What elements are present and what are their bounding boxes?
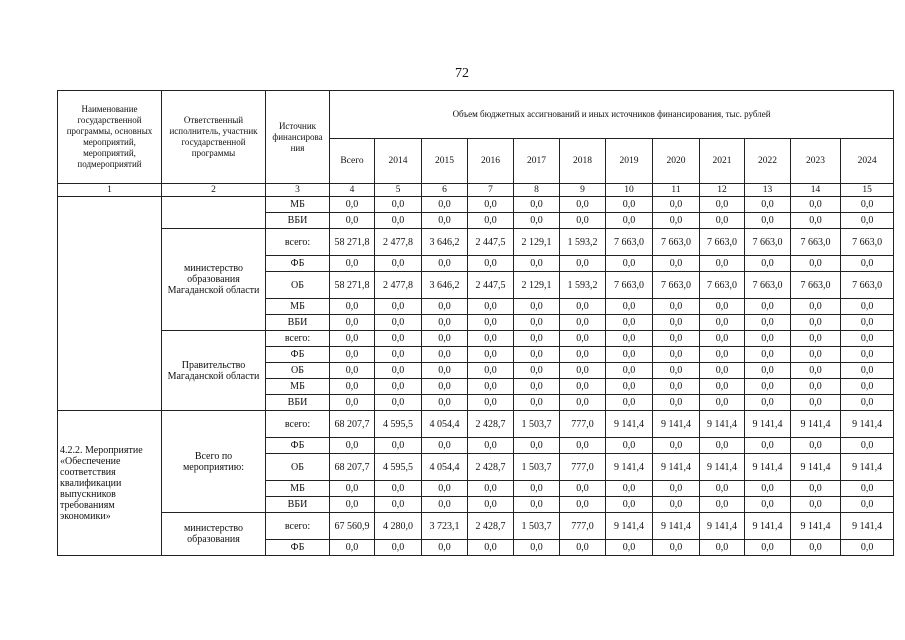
year-value-cell: 2 129,1 [514,272,560,299]
year-value-cell: 0,0 [700,363,745,379]
year-value-cell: 0,0 [422,256,468,272]
source-cell: ОБ [266,272,330,299]
source-cell: всего: [266,229,330,256]
year-value-cell: 0,0 [791,540,841,556]
source-cell: МБ [266,299,330,315]
year-value-cell: 9 141,4 [606,411,653,438]
year-value-cell: 0,0 [422,347,468,363]
year-value-cell: 0,0 [375,299,422,315]
total-cell: 0,0 [330,347,375,363]
year-value-cell: 4 595,5 [375,454,422,481]
source-cell: ВБИ [266,213,330,229]
year-value-cell: 0,0 [841,363,894,379]
year-value-cell: 0,0 [791,315,841,331]
year-value-cell: 0,0 [468,213,514,229]
year-value-cell: 9 141,4 [841,411,894,438]
year-value-cell: 0,0 [422,315,468,331]
total-cell: 68 207,7 [330,454,375,481]
column-number: 14 [791,184,841,197]
year-value-cell: 0,0 [514,256,560,272]
year-value-cell: 7 663,0 [841,272,894,299]
year-value-cell: 7 663,0 [653,229,700,256]
source-cell: ФБ [266,540,330,556]
year-value-cell: 0,0 [468,197,514,213]
total-cell: 0,0 [330,438,375,454]
header-year: 2014 [375,139,422,184]
year-value-cell: 0,0 [606,438,653,454]
year-value-cell: 777,0 [560,454,606,481]
year-value-cell: 0,0 [422,497,468,513]
total-cell: 58 271,8 [330,272,375,299]
year-value-cell: 1 593,2 [560,272,606,299]
year-value-cell: 0,0 [700,347,745,363]
header-budget-group: Объем бюджетных ассигнований и иных источников финансирования, тыс. рублей [330,91,894,139]
year-value-cell: 0,0 [560,213,606,229]
year-value-cell: 9 141,4 [745,411,791,438]
year-value-cell: 0,0 [791,481,841,497]
year-value-cell: 0,0 [841,347,894,363]
year-value-cell: 9 141,4 [791,454,841,481]
column-number: 10 [606,184,653,197]
source-cell: всего: [266,411,330,438]
year-value-cell: 0,0 [606,315,653,331]
column-number: 13 [745,184,791,197]
year-value-cell: 0,0 [841,299,894,315]
year-value-cell: 0,0 [841,438,894,454]
source-cell: ФБ [266,347,330,363]
year-value-cell: 9 141,4 [606,513,653,540]
year-value-cell: 0,0 [745,347,791,363]
year-value-cell: 9 141,4 [700,513,745,540]
total-cell: 0,0 [330,540,375,556]
year-value-cell: 0,0 [375,395,422,411]
year-value-cell: 0,0 [422,331,468,347]
year-value-cell: 2 428,7 [468,454,514,481]
year-value-cell: 0,0 [514,395,560,411]
year-value-cell: 7 663,0 [700,229,745,256]
year-value-cell: 0,0 [745,331,791,347]
column-number: 3 [266,184,330,197]
year-value-cell: 0,0 [468,379,514,395]
year-value-cell: 0,0 [653,540,700,556]
year-value-cell: 0,0 [606,299,653,315]
year-value-cell: 0,0 [700,315,745,331]
year-value-cell: 0,0 [514,213,560,229]
year-value-cell: 0,0 [422,197,468,213]
year-value-cell: 7 663,0 [606,272,653,299]
year-value-cell: 9 141,4 [700,411,745,438]
year-value-cell: 0,0 [841,197,894,213]
year-value-cell: 0,0 [375,540,422,556]
year-value-cell: 0,0 [375,197,422,213]
year-value-cell: 0,0 [745,379,791,395]
year-value-cell: 0,0 [560,497,606,513]
year-value-cell: 0,0 [745,315,791,331]
year-value-cell: 0,0 [745,395,791,411]
total-cell: 0,0 [330,256,375,272]
year-value-cell: 0,0 [375,331,422,347]
year-value-cell: 0,0 [791,213,841,229]
year-value-cell: 2 477,8 [375,229,422,256]
page-number: 72 [455,66,469,81]
year-value-cell: 0,0 [841,395,894,411]
header-year: 2019 [606,139,653,184]
year-value-cell: 9 141,4 [841,513,894,540]
year-value-cell: 1 503,7 [514,513,560,540]
year-value-cell: 0,0 [560,395,606,411]
year-value-cell: 0,0 [514,497,560,513]
year-value-cell: 0,0 [745,540,791,556]
total-cell: 0,0 [330,331,375,347]
header-year: 2023 [791,139,841,184]
year-value-cell: 0,0 [514,438,560,454]
source-cell: ОБ [266,363,330,379]
year-value-cell: 9 141,4 [791,411,841,438]
year-value-cell: 0,0 [375,379,422,395]
year-value-cell: 0,0 [700,299,745,315]
column-number: 15 [841,184,894,197]
year-value-cell: 7 663,0 [841,229,894,256]
year-value-cell: 4 280,0 [375,513,422,540]
year-value-cell: 0,0 [606,540,653,556]
source-cell: ВБИ [266,395,330,411]
year-value-cell: 0,0 [560,379,606,395]
total-cell: 0,0 [330,363,375,379]
year-value-cell: 2 477,8 [375,272,422,299]
year-value-cell: 0,0 [700,395,745,411]
header-program-name: Наименование государственной программы, основных мероприятий, мероприятий, подмероприятий [58,91,162,184]
year-value-cell: 0,0 [653,379,700,395]
year-value-cell: 0,0 [422,363,468,379]
year-value-cell: 0,0 [841,540,894,556]
year-value-cell: 9 141,4 [653,411,700,438]
column-number: 12 [700,184,745,197]
executor-ministry-short: министерство образования [162,513,266,556]
total-cell: 0,0 [330,379,375,395]
year-value-cell: 0,0 [700,197,745,213]
year-value-cell: 0,0 [841,315,894,331]
year-value-cell: 0,0 [791,347,841,363]
year-value-cell: 0,0 [841,497,894,513]
total-cell: 67 560,9 [330,513,375,540]
header-executor: Ответственный исполнитель, участник государственной программы [162,91,266,184]
year-value-cell: 0,0 [653,299,700,315]
year-value-cell: 0,0 [422,395,468,411]
year-value-cell: 0,0 [514,363,560,379]
year-value-cell: 0,0 [606,497,653,513]
year-value-cell: 0,0 [745,497,791,513]
year-value-cell: 7 663,0 [791,272,841,299]
total-cell: 0,0 [330,315,375,331]
table-row [58,411,894,438]
header-year: 2020 [653,139,700,184]
year-value-cell: 0,0 [514,197,560,213]
year-value-cell: 0,0 [745,481,791,497]
year-value-cell: 0,0 [653,438,700,454]
source-cell: всего: [266,513,330,540]
year-value-cell: 0,0 [468,481,514,497]
year-value-cell: 2 129,1 [514,229,560,256]
year-value-cell: 0,0 [791,197,841,213]
year-value-cell: 0,0 [560,197,606,213]
year-value-cell: 0,0 [468,299,514,315]
source-cell: ФБ [266,438,330,454]
year-value-cell: 0,0 [375,315,422,331]
year-value-cell: 0,0 [653,315,700,331]
header-year: 2021 [700,139,745,184]
year-value-cell: 0,0 [560,299,606,315]
column-number: 11 [653,184,700,197]
year-value-cell: 0,0 [375,438,422,454]
year-value-cell: 0,0 [560,540,606,556]
column-number: 2 [162,184,266,197]
year-value-cell: 0,0 [653,481,700,497]
total-cell: 0,0 [330,299,375,315]
year-value-cell: 0,0 [606,256,653,272]
column-number: 1 [58,184,162,197]
year-value-cell: 0,0 [700,213,745,229]
year-value-cell: 0,0 [745,438,791,454]
year-value-cell: 0,0 [700,497,745,513]
year-value-cell: 7 663,0 [653,272,700,299]
year-value-cell: 3 646,2 [422,229,468,256]
year-value-cell: 0,0 [606,213,653,229]
source-cell: ФБ [266,256,330,272]
year-value-cell: 0,0 [653,256,700,272]
executor-government: Правительство Магаданской области [162,331,266,411]
year-value-cell: 4 595,5 [375,411,422,438]
year-value-cell: 0,0 [700,331,745,347]
year-value-cell: 7 663,0 [700,272,745,299]
year-value-cell: 9 141,4 [653,454,700,481]
year-value-cell: 0,0 [560,256,606,272]
year-value-cell: 7 663,0 [791,229,841,256]
total-cell: 0,0 [330,481,375,497]
year-value-cell: 0,0 [606,197,653,213]
year-value-cell: 0,0 [841,256,894,272]
year-value-cell: 0,0 [791,256,841,272]
total-cell: 58 271,8 [330,229,375,256]
year-value-cell: 0,0 [468,363,514,379]
header-source: Источник финансирова ния [266,91,330,184]
year-value-cell: 0,0 [791,363,841,379]
empty-name-cell [58,197,162,411]
year-value-cell: 0,0 [560,481,606,497]
year-value-cell: 0,0 [560,347,606,363]
source-cell: всего: [266,331,330,347]
year-value-cell: 0,0 [606,363,653,379]
year-value-cell: 9 141,4 [606,454,653,481]
header-year: 2016 [468,139,514,184]
year-value-cell: 0,0 [653,347,700,363]
year-value-cell: 0,0 [745,363,791,379]
year-value-cell: 1 503,7 [514,454,560,481]
table-row [58,513,894,540]
year-value-cell: 9 141,4 [745,454,791,481]
year-value-cell: 0,0 [375,256,422,272]
header-year: 2018 [560,139,606,184]
column-number: 5 [375,184,422,197]
year-value-cell: 9 141,4 [745,513,791,540]
year-value-cell: 0,0 [514,481,560,497]
year-value-cell: 0,0 [700,540,745,556]
year-value-cell: 2 447,5 [468,229,514,256]
year-value-cell: 0,0 [514,299,560,315]
year-value-cell: 0,0 [375,363,422,379]
year-value-cell: 0,0 [468,497,514,513]
year-value-cell: 0,0 [422,379,468,395]
year-value-cell: 0,0 [606,395,653,411]
year-value-cell: 0,0 [514,315,560,331]
year-value-cell: 0,0 [791,497,841,513]
year-value-cell: 0,0 [606,481,653,497]
year-value-cell: 0,0 [700,438,745,454]
header-year: 2015 [422,139,468,184]
year-value-cell: 0,0 [745,213,791,229]
year-value-cell: 0,0 [791,395,841,411]
total-cell: 0,0 [330,497,375,513]
table-row [58,331,894,347]
year-value-cell: 9 141,4 [653,513,700,540]
empty-executor-cell [162,197,266,229]
year-value-cell: 0,0 [468,315,514,331]
year-value-cell: 3 723,1 [422,513,468,540]
year-value-cell: 0,0 [422,438,468,454]
year-value-cell: 9 141,4 [700,454,745,481]
budget-table [57,90,894,556]
year-value-cell: 0,0 [653,497,700,513]
table-row [58,197,894,213]
year-value-cell: 4 054,4 [422,454,468,481]
year-value-cell: 7 663,0 [745,229,791,256]
total-cell: 68 207,7 [330,411,375,438]
year-value-cell: 1 593,2 [560,229,606,256]
year-value-cell: 0,0 [606,347,653,363]
executor-ministry-education: министерство образования Магаданской области [162,229,266,331]
year-value-cell: 9 141,4 [791,513,841,540]
year-value-cell: 0,0 [745,299,791,315]
year-value-cell: 0,0 [468,438,514,454]
source-cell: МБ [266,481,330,497]
year-value-cell: 0,0 [841,331,894,347]
year-value-cell: 0,0 [375,347,422,363]
year-value-cell: 0,0 [375,481,422,497]
year-value-cell: 0,0 [560,363,606,379]
year-value-cell: 0,0 [468,347,514,363]
header-year: 2022 [745,139,791,184]
total-cell: 0,0 [330,213,375,229]
column-number: 4 [330,184,375,197]
year-value-cell: 0,0 [468,395,514,411]
year-value-cell: 0,0 [791,379,841,395]
year-value-cell: 0,0 [653,197,700,213]
year-value-cell: 0,0 [468,540,514,556]
year-value-cell: 777,0 [560,411,606,438]
year-value-cell: 0,0 [468,331,514,347]
year-value-cell: 0,0 [700,256,745,272]
year-value-cell: 0,0 [700,481,745,497]
year-value-cell: 9 141,4 [841,454,894,481]
column-number: 9 [560,184,606,197]
year-value-cell: 0,0 [422,540,468,556]
year-value-cell: 0,0 [841,213,894,229]
executor-total-event: Всего по мероприятию: [162,411,266,513]
header-year: Всего [330,139,375,184]
year-value-cell: 0,0 [841,379,894,395]
year-value-cell: 0,0 [653,331,700,347]
year-value-cell: 0,0 [468,256,514,272]
source-cell: МБ [266,197,330,213]
year-value-cell: 0,0 [514,540,560,556]
year-value-cell: 0,0 [653,395,700,411]
year-value-cell: 3 646,2 [422,272,468,299]
year-value-cell: 0,0 [560,315,606,331]
year-value-cell: 0,0 [560,438,606,454]
total-cell: 0,0 [330,197,375,213]
year-value-cell: 0,0 [606,331,653,347]
column-number: 7 [468,184,514,197]
year-value-cell: 0,0 [791,299,841,315]
table-row [58,229,894,256]
year-value-cell: 2 428,7 [468,513,514,540]
year-value-cell: 2 428,7 [468,411,514,438]
year-value-cell: 4 054,4 [422,411,468,438]
year-value-cell: 7 663,0 [745,272,791,299]
year-value-cell: 0,0 [422,299,468,315]
year-value-cell: 2 447,5 [468,272,514,299]
year-value-cell: 0,0 [375,497,422,513]
year-value-cell: 0,0 [514,331,560,347]
event-4-2-2-name: 4.2.2. Мероприятие «Обеспечение соответствия квалификации выпускников требованиям экономики» [58,411,162,556]
source-cell: ВБИ [266,497,330,513]
year-value-cell: 0,0 [841,481,894,497]
year-value-cell: 0,0 [514,347,560,363]
year-value-cell: 7 663,0 [606,229,653,256]
year-value-cell: 0,0 [791,438,841,454]
column-number: 6 [422,184,468,197]
year-value-cell: 0,0 [560,331,606,347]
column-number: 8 [514,184,560,197]
year-value-cell: 1 503,7 [514,411,560,438]
header-year: 2017 [514,139,560,184]
year-value-cell: 0,0 [606,379,653,395]
source-cell: ОБ [266,454,330,481]
year-value-cell: 0,0 [745,197,791,213]
year-value-cell: 0,0 [700,379,745,395]
source-cell: МБ [266,379,330,395]
header-year: 2024 [841,139,894,184]
year-value-cell: 0,0 [375,213,422,229]
year-value-cell: 0,0 [745,256,791,272]
year-value-cell: 777,0 [560,513,606,540]
source-cell: ВБИ [266,315,330,331]
year-value-cell: 0,0 [791,331,841,347]
year-value-cell: 0,0 [653,213,700,229]
year-value-cell: 0,0 [514,379,560,395]
year-value-cell: 0,0 [422,481,468,497]
year-value-cell: 0,0 [653,363,700,379]
year-value-cell: 0,0 [422,213,468,229]
total-cell: 0,0 [330,395,375,411]
